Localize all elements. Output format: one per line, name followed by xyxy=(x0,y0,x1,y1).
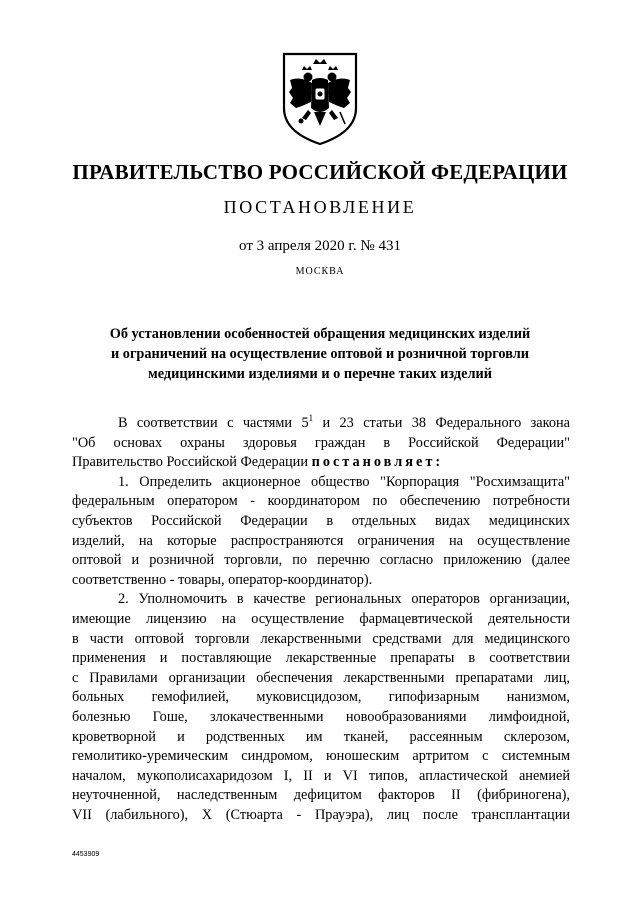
document-heading xyxy=(70,324,570,384)
paragraph-2-line: кроветворной и родственных им тканей, рассеянным склерозом, xyxy=(72,728,570,745)
paragraph-2-line: началом, мукополисахаридозом I, II и VI типов, апластической анемией xyxy=(72,767,570,784)
paragraph-2-line: применения и поставляющие лекарственные препараты в соответствии xyxy=(72,650,570,667)
document-registration-number: 4453909 xyxy=(72,851,100,858)
paragraph-2-line: больных гемофилией, муковисцидозом, гипофизарным нанизмом, xyxy=(72,689,570,706)
preamble-line: Правительство Российской Федерации постановляет: xyxy=(72,454,444,471)
state-emblem xyxy=(282,50,358,146)
decree-word: постановляет: xyxy=(311,454,444,471)
paragraph-2-line: 2. Уполномочить в качестве региональных операторов организации, xyxy=(118,591,570,608)
preamble-line: "Об основах охраны здоровья граждан в Российской Федерации" xyxy=(72,434,570,451)
paragraph-2-line: с Правилами организации обеспечения лекарственными препаратами лиц, xyxy=(72,669,570,686)
double-headed-eagle-icon xyxy=(282,50,358,146)
paragraph-1-line: субъектов Российской Федерации в отдельных видах медицинских xyxy=(72,512,570,529)
paragraph-2-line: имеющие лицензию на осуществление фармацевтической деятельности xyxy=(72,610,570,627)
paragraph-1-line: 1. Определить акционерное общество "Корпорация "Росхимзащита" xyxy=(118,473,570,490)
paragraph-1-line: изделий, на которые распространяются ограничения на осуществление xyxy=(72,532,570,549)
document-body xyxy=(72,414,570,825)
paragraph-2-line: болезнью Гоше, злокачественными новообразованиями лимфоидной, xyxy=(72,708,570,725)
paragraph-1-line: соответственно - товары, оператор-координатор). xyxy=(72,571,373,588)
preamble-line: В соответствии с частями $5^1$ и 23 статьи 38 Федерального закона xyxy=(118,413,571,431)
heading-line: и ограничений на осуществление оптовой и розничной торговли xyxy=(110,346,530,362)
paragraph-2-line: гемолитико-уремическим синдромом, юношеским артритом с системным xyxy=(72,748,570,765)
document-date-number: от 3 апреля 2020 г. № 431 xyxy=(239,238,401,254)
paragraph-2-line: неуточненной, наследственным дефицитом факторов II (фибриногена), xyxy=(72,787,570,804)
government-title: ПРАВИТЕЛЬСТВО РОССИЙСКОЙ ФЕДЕРАЦИИ xyxy=(72,160,568,184)
paragraph-2-line: VII (лабильного), X (Стюарта - Прауэра), лиц после трансплантации xyxy=(72,806,570,823)
paragraph-1-line: федеральным оператором - координатором по обеспечению потребности xyxy=(72,493,570,510)
paragraph-2-line: в части оптовой торговли лекарственными средствами для медицинского xyxy=(72,630,570,647)
paragraph-1-line: оптовой и розничной торговли, по перечню согласно приложению (далее xyxy=(72,552,570,569)
heading-line: Об установлении особенностей обращения медицинских изделий xyxy=(109,326,531,342)
document-type: ПОСТАНОВЛЕНИЕ xyxy=(223,197,417,217)
document-city: МОСКВА xyxy=(295,266,345,277)
heading-line: медицинскими изделиями и о перечне таких изделий xyxy=(148,366,492,382)
